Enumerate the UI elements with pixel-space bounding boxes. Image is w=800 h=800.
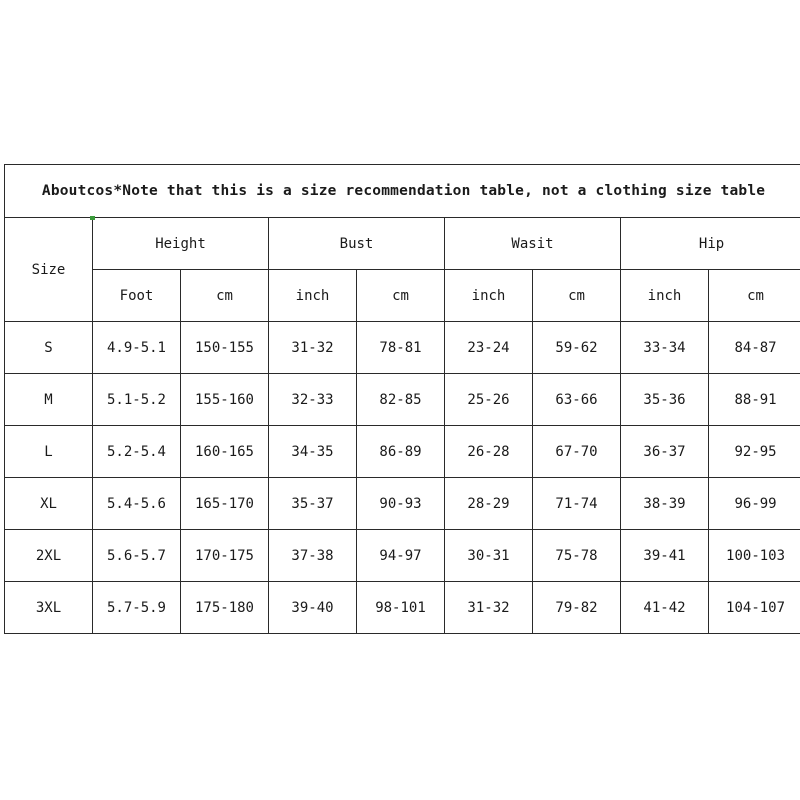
bust-cm-cell: 90-93 bbox=[357, 478, 445, 530]
waist-cm-cell: 71-74 bbox=[533, 478, 621, 530]
waist-cm-cell: 67-70 bbox=[533, 426, 621, 478]
table-row bbox=[5, 582, 800, 634]
table-row bbox=[5, 478, 800, 530]
bust-cm-cell: 86-89 bbox=[357, 426, 445, 478]
size-column-header: Size bbox=[5, 218, 93, 322]
waist-cm-cell: 79-82 bbox=[533, 582, 621, 634]
height-foot-cell: 5.6-5.7 bbox=[93, 530, 181, 582]
waist-group-header: Wasit bbox=[445, 218, 621, 270]
table-row bbox=[5, 426, 800, 478]
height-foot-cell: 5.1-5.2 bbox=[93, 374, 181, 426]
size-chart bbox=[4, 164, 800, 634]
height-cm-header: cm bbox=[181, 270, 269, 322]
waist-cm-header: cm bbox=[533, 270, 621, 322]
hip-cm-header: cm bbox=[709, 270, 800, 322]
waist-inch-cell: 31-32 bbox=[445, 582, 533, 634]
height-cm-cell: 160-165 bbox=[181, 426, 269, 478]
bust-inch-header: inch bbox=[269, 270, 357, 322]
waist-cm-cell: 63-66 bbox=[533, 374, 621, 426]
height-foot-cell: 5.2-5.4 bbox=[93, 426, 181, 478]
hip-cm-cell: 88-91 bbox=[709, 374, 800, 426]
hip-inch-cell: 39-41 bbox=[621, 530, 709, 582]
hip-cm-cell: 84-87 bbox=[709, 322, 800, 374]
height-cm-cell: 150-155 bbox=[181, 322, 269, 374]
bust-inch-cell: 35-37 bbox=[269, 478, 357, 530]
size-note: Aboutcos*Note that this is a size recommendation table, not a clothing size table bbox=[5, 165, 800, 218]
size-table bbox=[4, 164, 800, 634]
waist-inch-cell: 25-26 bbox=[445, 374, 533, 426]
hip-inch-cell: 38-39 bbox=[621, 478, 709, 530]
bust-cm-cell: 82-85 bbox=[357, 374, 445, 426]
height-cm-cell: 170-175 bbox=[181, 530, 269, 582]
hip-cm-cell: 92-95 bbox=[709, 426, 800, 478]
height-group-header: Height bbox=[93, 218, 269, 270]
size-cell: XL bbox=[5, 478, 93, 530]
size-cell: S bbox=[5, 322, 93, 374]
bust-group-header: Bust bbox=[269, 218, 445, 270]
hip-inch-header: inch bbox=[621, 270, 709, 322]
hip-group-header: Hip bbox=[621, 218, 800, 270]
bust-inch-cell: 37-38 bbox=[269, 530, 357, 582]
waist-cm-cell: 59-62 bbox=[533, 322, 621, 374]
waist-inch-header: inch bbox=[445, 270, 533, 322]
hip-inch-cell: 36-37 bbox=[621, 426, 709, 478]
hip-cm-cell: 100-103 bbox=[709, 530, 800, 582]
waist-inch-cell: 30-31 bbox=[445, 530, 533, 582]
table-row bbox=[5, 374, 800, 426]
height-foot-cell: 5.4-5.6 bbox=[93, 478, 181, 530]
hip-inch-cell: 41-42 bbox=[621, 582, 709, 634]
hip-inch-cell: 33-34 bbox=[621, 322, 709, 374]
unit-header-row bbox=[5, 270, 800, 322]
bust-cm-cell: 78-81 bbox=[357, 322, 445, 374]
table-row bbox=[5, 322, 800, 374]
bust-cm-cell: 98-101 bbox=[357, 582, 445, 634]
size-cell: L bbox=[5, 426, 93, 478]
height-foot-cell: 4.9-5.1 bbox=[93, 322, 181, 374]
waist-cm-cell: 75-78 bbox=[533, 530, 621, 582]
bust-cm-header: cm bbox=[357, 270, 445, 322]
bust-inch-cell: 32-33 bbox=[269, 374, 357, 426]
height-foot-cell: 5.7-5.9 bbox=[93, 582, 181, 634]
bust-inch-cell: 39-40 bbox=[269, 582, 357, 634]
size-cell: 3XL bbox=[5, 582, 93, 634]
table-row bbox=[5, 530, 800, 582]
cell-marker bbox=[90, 216, 95, 220]
bust-inch-cell: 31-32 bbox=[269, 322, 357, 374]
bust-inch-cell: 34-35 bbox=[269, 426, 357, 478]
height-foot-header: Foot bbox=[93, 270, 181, 322]
size-cell: M bbox=[5, 374, 93, 426]
height-cm-cell: 155-160 bbox=[181, 374, 269, 426]
height-cm-cell: 175-180 bbox=[181, 582, 269, 634]
size-cell: 2XL bbox=[5, 530, 93, 582]
note-row bbox=[5, 165, 800, 218]
hip-inch-cell: 35-36 bbox=[621, 374, 709, 426]
waist-inch-cell: 23-24 bbox=[445, 322, 533, 374]
bust-cm-cell: 94-97 bbox=[357, 530, 445, 582]
hip-cm-cell: 104-107 bbox=[709, 582, 800, 634]
height-cm-cell: 165-170 bbox=[181, 478, 269, 530]
waist-inch-cell: 28-29 bbox=[445, 478, 533, 530]
waist-inch-cell: 26-28 bbox=[445, 426, 533, 478]
hip-cm-cell: 96-99 bbox=[709, 478, 800, 530]
group-header-row bbox=[5, 218, 800, 270]
